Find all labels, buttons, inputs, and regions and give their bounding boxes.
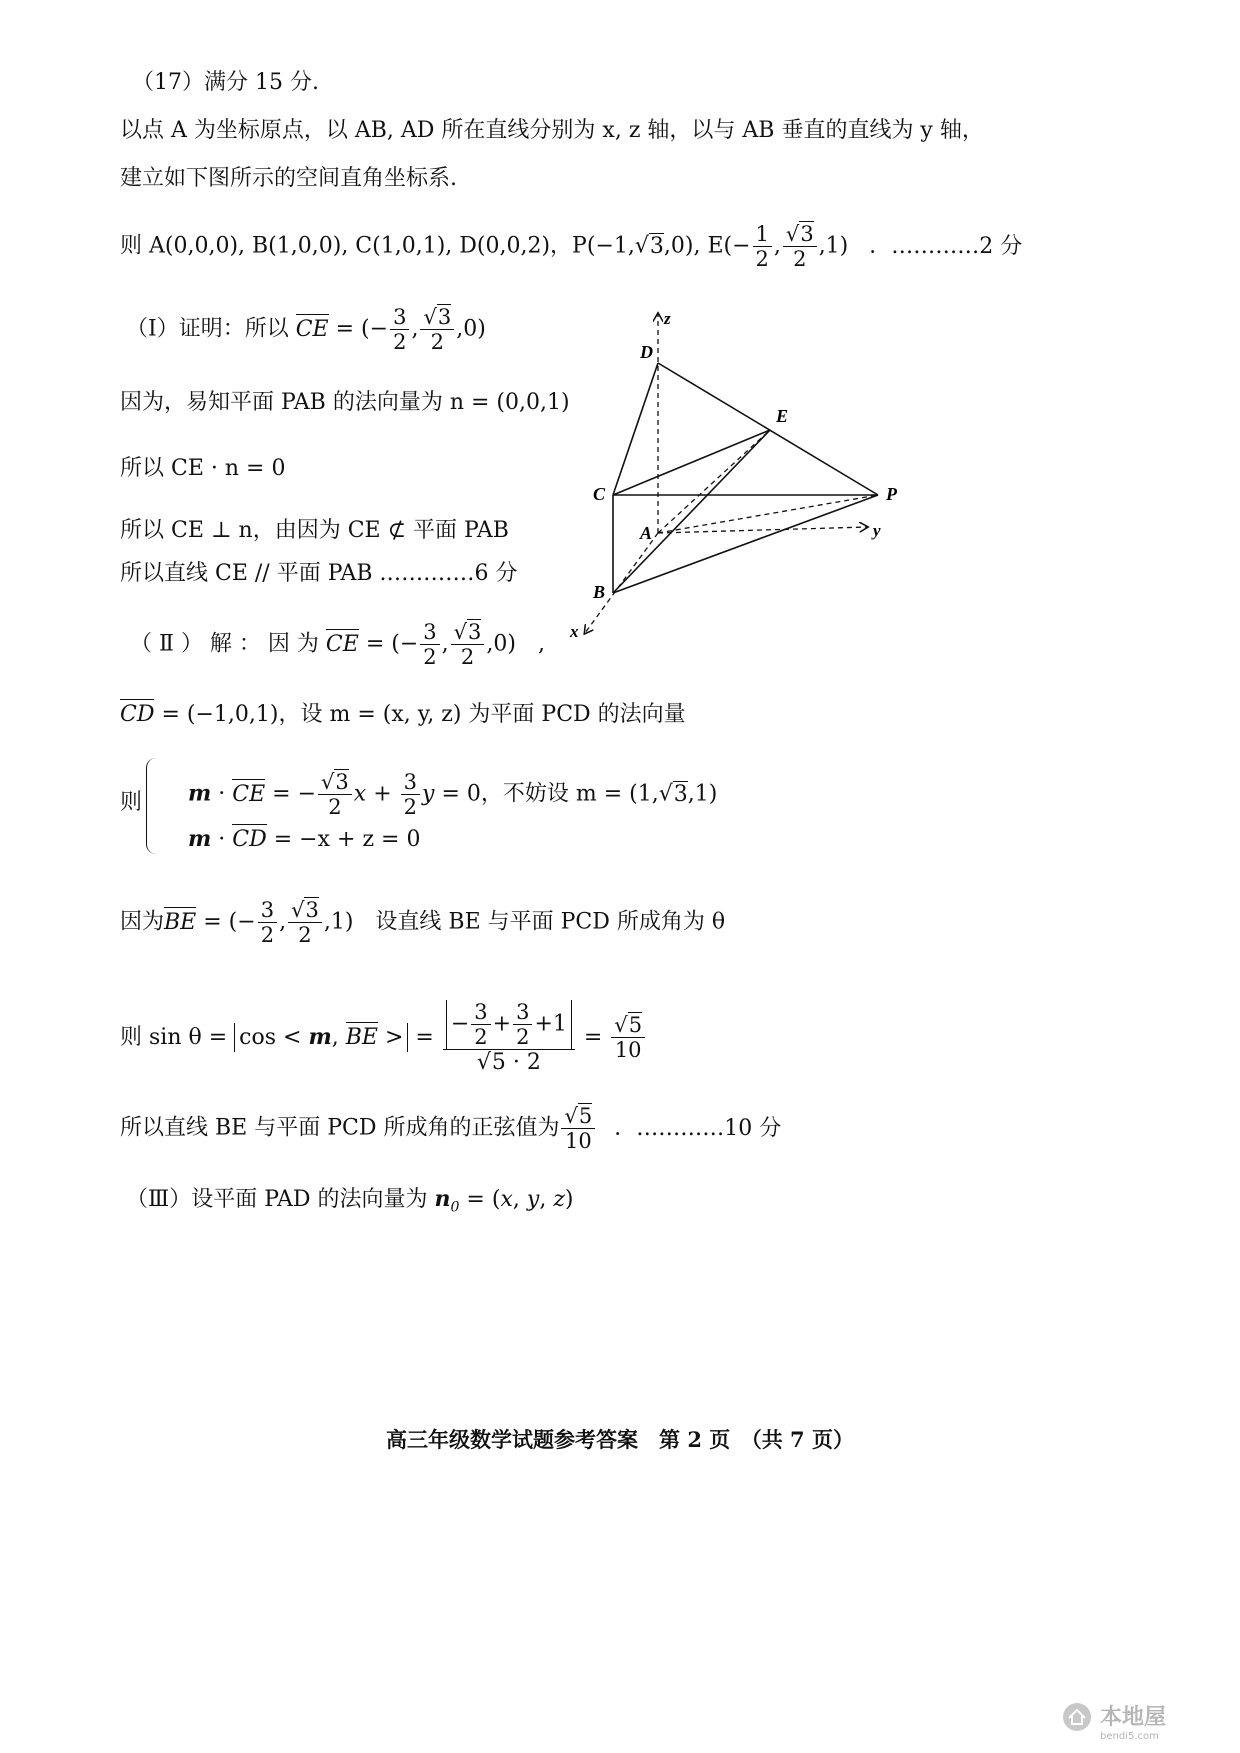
ce-vector: CE [295,316,329,342]
label-y: y [873,521,881,540]
edge-DC [613,363,658,495]
label-B: B [593,582,606,602]
page-footer: 高三年级数学试题参考答案 第 2 页 （共 7 页） [386,1427,854,1452]
watermark [1100,1700,1166,1742]
part1-title: （Ⅰ）证明：所以 [126,316,289,342]
label-D: D [640,342,653,362]
ce-value: = (− [335,316,389,342]
eq1-rhs: = 0 [441,781,481,807]
edge-CE [613,430,770,495]
label-P: P [886,484,897,504]
sin-theta-line: 则 sin θ = cos < m, BE > = − $\frac{3}{2}$ + $\frac{3}{2}$ +1 √5 · 2 = $\frac{√5}{10}$ [120,1000,647,1076]
cd-text: = (−1,0,1)，设 m = (x, y, z) 为平面 PCD 的法向量 [161,702,686,727]
coords-prefix: 则 A(0,0,0), B(1,0,0), C(1,0,1), D(0,0,2)，P(−1, [120,233,635,259]
part1-title-line: （Ⅰ）证明：所以 CE = (− $\frac{3}{2}$ , $\frac{√3}{2}$ ,0) [126,305,486,355]
edge-BP [613,495,878,593]
perpendicular-line: 所以 CE ⊥ n，由因为 CE ⊄ 平面 PAB [120,518,509,543]
edge-AE [658,430,770,533]
parallel-line: 所以直线 CE // 平面 PAB .…………6 分 [120,561,518,586]
part2-title-line: （ Ⅱ ） 解 ： 因 为 CE = (− $\frac{3}{2}$ , $\frac{√3}{2}$ ,0) , [130,620,545,670]
part3-line: （Ⅲ）设平面 PAD 的法向量为 $n_0 = (x$, y, z) [126,1186,574,1216]
label-z: z [664,309,671,328]
result-line: 所以直线 BE 与平面 PCD 所成角的正弦值为 $\frac{√5}{10}$ ．…………10 分 [120,1104,782,1154]
system-eq1: m · CE = − $\frac{√3}{2}$ x + $\frac{3}{2}$ y = 0，不妨设 m = (1,√3,1) [188,770,718,820]
label-E: E [776,406,789,426]
system-eq2: m · CD = −x + z = 0 [188,826,421,852]
score-10: ．…………10 分 [614,1115,782,1141]
system-brace [146,758,157,854]
label-x: x [570,622,579,641]
watermark-brand: 本地屋 [1100,1705,1167,1730]
coords-mid: ,0), E(− [663,233,751,259]
house-icon [1062,1702,1092,1732]
choose-m: ，不妨设 m = (1, [480,781,659,807]
score-2: ．…………2 分 [869,233,1023,259]
label-C: C [593,484,606,504]
coords-half-den: 2 [755,247,769,272]
setup-line-1: 以点 A 为坐标原点，以 AB, AD 所在直线分别为 x, z 轴，以与 AB 垂直的直线为 y 轴， [120,118,984,143]
normal-vector-line: 因为，易知平面 PAB 的法向量为 n = (0,0,1) [120,390,570,415]
label-A: A [640,523,653,543]
part2-title: （ Ⅱ ） 解 ： 因 为 [130,631,319,657]
be-prefix: 因为 [120,909,165,935]
cd-line: CD = (−1,0,1)，设 m = (x, y, z) 为平面 PCD 的法向量 [120,702,686,727]
sin-prefix: 则 sin θ = [120,1024,228,1050]
dot-product-line: 所以 CE · n = 0 [120,456,286,481]
coords-sqrt: 3 [649,233,664,259]
edge-BE [613,430,770,593]
edge-AP [658,495,878,533]
coords-end: ,1) [818,233,849,259]
coordinate-figure [570,300,920,660]
system-then: 则 [120,790,143,815]
result-text: 所以直线 BE 与平面 PCD 所成角的正弦值为 [120,1115,560,1141]
setup-line-2: 建立如下图所示的空间直角坐标系. [120,166,457,191]
be-line: 因为BE = (− $\frac{3}{2}$ , $\frac{√3}{2}$ ,1) 设直线 BE 与平面 PCD 所成角为 θ [120,898,726,948]
part3-title: （Ⅲ）设平面 PAD 的法向量为 [126,1187,428,1212]
eq2-rhs: = −x + z = 0 [273,827,421,852]
watermark-site: bendi5.com [1100,1731,1159,1742]
be-suffix: 设直线 BE 与平面 PCD 所成角为 θ [375,909,726,935]
coordinates-line: 则 A(0,0,0), B(1,0,0), C(1,0,1), D(0,0,2)，P(−1,√3,0), E(− $\frac{1}{2}$ , $\frac{√3}{2}$ ,1) ．…………2 分 [120,222,1023,272]
edge-DP [658,363,878,495]
question-header: （17）满分 15 分. [132,70,319,95]
coords-half-num: 1 [753,222,772,247]
